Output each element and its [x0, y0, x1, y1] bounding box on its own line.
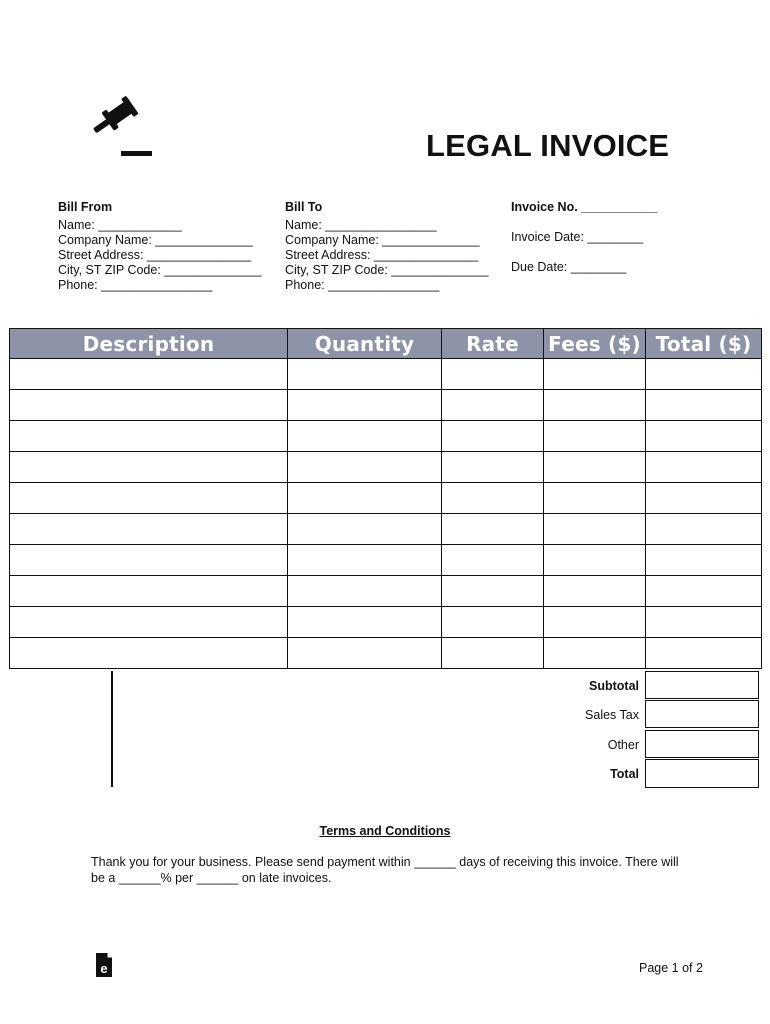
table-row — [10, 514, 762, 545]
invoice-number: Invoice No. ___________ — [511, 200, 658, 214]
fees-cell[interactable] — [544, 359, 646, 390]
quantity-cell[interactable] — [288, 576, 442, 607]
column-header-total: Total ($) — [646, 329, 762, 359]
bill-from-section — [58, 200, 262, 293]
quantity-cell[interactable] — [288, 359, 442, 390]
bill-from-company: Company Name: ______________ — [58, 233, 253, 247]
table-row — [10, 421, 762, 452]
quantity-cell[interactable] — [288, 483, 442, 514]
quantity-cell[interactable] — [288, 514, 442, 545]
description-cell[interactable] — [10, 483, 288, 514]
quantity-cell[interactable] — [288, 421, 442, 452]
description-cell[interactable] — [10, 514, 288, 545]
quantity-cell[interactable] — [288, 545, 442, 576]
rate-cell[interactable] — [442, 359, 544, 390]
bill-to-phone: Phone: ________________ — [285, 278, 440, 292]
table-row — [10, 545, 762, 576]
description-cell[interactable] — [10, 638, 288, 669]
eforms-icon — [94, 952, 114, 978]
gavel-icon — [86, 90, 156, 160]
total-cell[interactable] — [646, 514, 762, 545]
total-cell[interactable] — [646, 390, 762, 421]
due-date: Due Date: ________ — [511, 260, 627, 274]
sales-tax-field[interactable] — [645, 700, 759, 728]
column-header-fees: Fees ($) — [544, 329, 646, 359]
table-row — [10, 359, 762, 390]
svg-text:e: e — [100, 961, 108, 976]
rate-cell[interactable] — [442, 421, 544, 452]
description-cell[interactable] — [10, 390, 288, 421]
total-cell[interactable] — [646, 483, 762, 514]
rate-cell[interactable] — [442, 483, 544, 514]
bill-from-street: Street Address: _______________ — [58, 248, 252, 262]
fees-cell[interactable] — [544, 390, 646, 421]
table-row — [10, 452, 762, 483]
page-number: Page 1 of 2 — [639, 961, 703, 975]
description-cell[interactable] — [10, 452, 288, 483]
bill-to-name: Name: ________________ — [285, 218, 437, 232]
description-cell[interactable] — [10, 545, 288, 576]
column-header-description: Description — [10, 329, 288, 359]
bill-to-section — [285, 200, 489, 293]
rate-cell[interactable] — [442, 452, 544, 483]
rate-cell[interactable] — [442, 638, 544, 669]
quantity-cell[interactable] — [288, 390, 442, 421]
bill-from-phone: Phone: ________________ — [58, 278, 213, 292]
total-cell[interactable] — [646, 607, 762, 638]
invoice-title: LEGAL INVOICE — [426, 128, 670, 163]
fees-cell[interactable] — [544, 421, 646, 452]
table-row — [10, 390, 762, 421]
bill-to-city: City, ST ZIP Code: ______________ — [285, 263, 489, 277]
rate-cell[interactable] — [442, 607, 544, 638]
column-header-rate: Rate — [442, 329, 544, 359]
table-row — [10, 638, 762, 669]
other-field[interactable] — [645, 730, 759, 758]
terms-title: Terms and Conditions — [319, 824, 451, 838]
rate-cell[interactable] — [442, 514, 544, 545]
description-cell[interactable] — [10, 359, 288, 390]
total-field[interactable] — [645, 759, 759, 788]
table-header-row — [10, 329, 762, 359]
fees-cell[interactable] — [544, 638, 646, 669]
divider-line — [111, 671, 113, 787]
total-cell[interactable] — [646, 452, 762, 483]
total-label: Total — [610, 767, 639, 781]
total-cell[interactable] — [646, 421, 762, 452]
other-label: Other — [607, 738, 639, 752]
fees-cell[interactable] — [544, 514, 646, 545]
fees-cell[interactable] — [544, 483, 646, 514]
fees-cell[interactable] — [544, 452, 646, 483]
bill-from-city: City, ST ZIP Code: ______________ — [58, 263, 262, 277]
column-header-quantity: Quantity — [288, 329, 442, 359]
invoice-date: Invoice Date: ________ — [511, 230, 644, 244]
total-cell[interactable] — [646, 545, 762, 576]
total-cell[interactable] — [646, 359, 762, 390]
quantity-cell[interactable] — [288, 452, 442, 483]
sales-tax-label: Sales Tax — [585, 708, 639, 722]
subtotal-label: Subtotal — [589, 679, 639, 693]
description-cell[interactable] — [10, 421, 288, 452]
table-row — [10, 607, 762, 638]
invoice-info-section — [511, 200, 658, 275]
bill-from-name: Name: ____________ — [58, 218, 182, 232]
line-items-table — [9, 328, 762, 669]
quantity-cell[interactable] — [288, 638, 442, 669]
fees-cell[interactable] — [544, 545, 646, 576]
bill-from-heading: Bill From — [58, 200, 113, 214]
rate-cell[interactable] — [442, 576, 544, 607]
total-cell[interactable] — [646, 576, 762, 607]
subtotal-field[interactable] — [645, 671, 759, 699]
description-cell[interactable] — [10, 576, 288, 607]
terms-body: Thank you for your business. Please send payment within ______ days of receiving this invoice. There will be a ______% per ______ on late invoices. — [91, 855, 679, 885]
rate-cell[interactable] — [442, 390, 544, 421]
fees-cell[interactable] — [544, 607, 646, 638]
rate-cell[interactable] — [442, 545, 544, 576]
bill-to-street: Street Address: _______________ — [285, 248, 479, 262]
table-row — [10, 576, 762, 607]
total-cell[interactable] — [646, 638, 762, 669]
fees-cell[interactable] — [544, 576, 646, 607]
bill-to-company: Company Name: ______________ — [285, 233, 480, 247]
quantity-cell[interactable] — [288, 607, 442, 638]
bill-to-heading: Bill To — [285, 200, 323, 214]
description-cell[interactable] — [10, 607, 288, 638]
table-row — [10, 483, 762, 514]
